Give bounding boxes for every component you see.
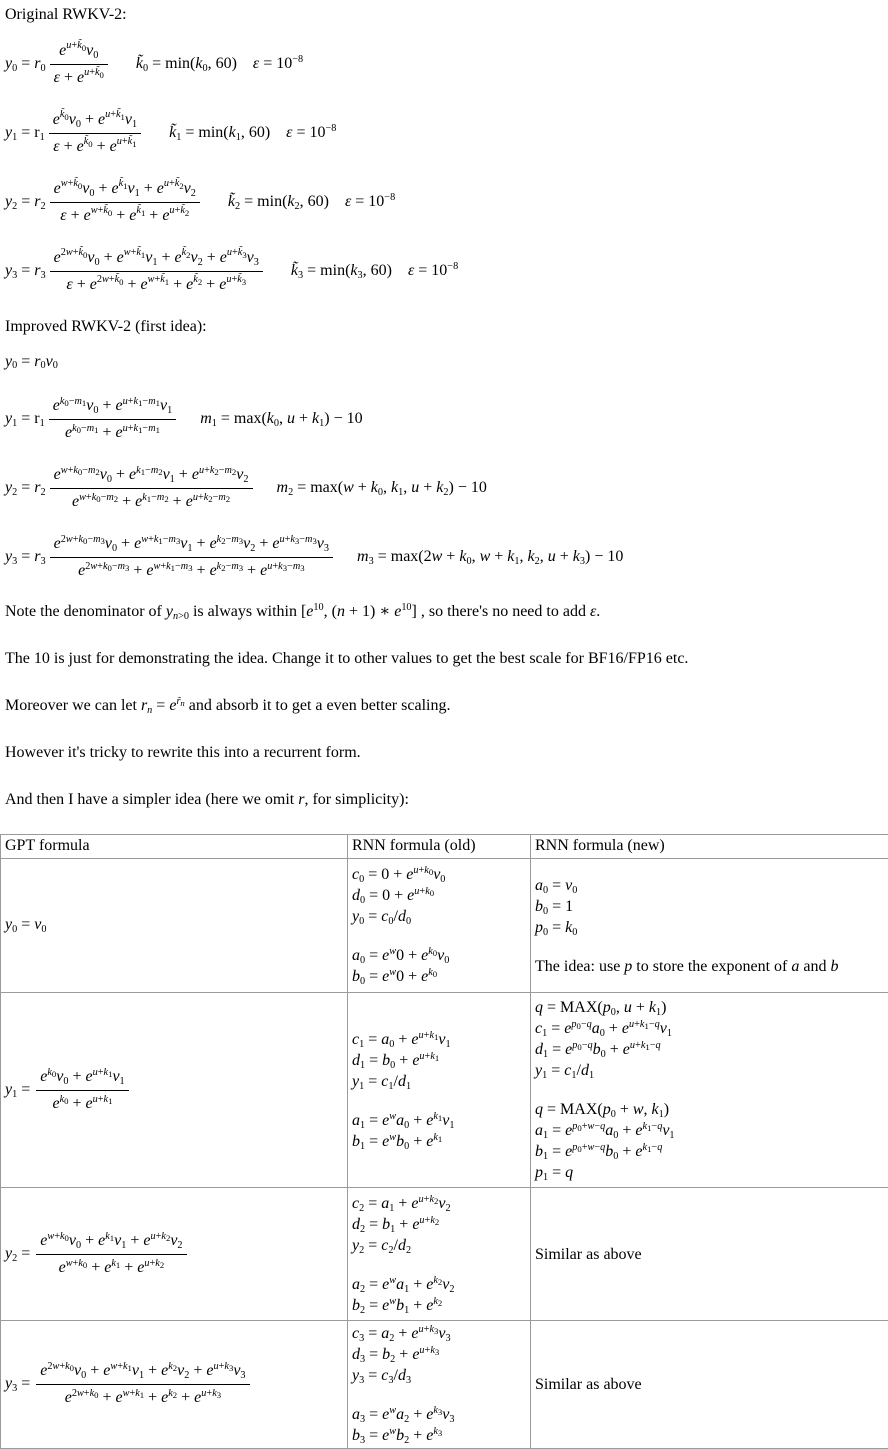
- formula-line: $p_0 = k_0$: [535, 917, 884, 938]
- formula-line: $c_3 = a_2 + e^{u+k_3}v_3$: [352, 1323, 526, 1344]
- header-rnn-formula-new: RNN formula (new): [531, 835, 888, 859]
- para-simpler-idea: And then I have a simpler idea (here we omit r, for simplicity):: [5, 790, 888, 811]
- fraction: $\frac{e^{k̃_0}v_0 + e^{u+k̃_1}v_1}{\varepsilon + e^{k̃_0} + e^{u+k̃_1}}$: [49, 109, 141, 158]
- table-row-y1: [1, 993, 888, 1188]
- formula-table: [0, 834, 888, 1449]
- equation-original-y2: $y_2 = r_2$ $\frac{e^{w+k̃_0}v_0 + e^{k̃_1}v_1 + e^{u+k̃_2}v_2}{\varepsilon + e^{w+k̃_0} + e^{k̃_1} + e^{u+k̃_2}}$ $k̃_2 = \min(k_2$, 60) $\varepsilon = 10^{-8}$: [5, 178, 888, 227]
- cell-rnn-new-y0: [531, 859, 888, 993]
- blank-line: [352, 1386, 526, 1404]
- formula-line: $d_1 = b_0 + e^{u+k_1}$: [352, 1050, 526, 1071]
- formula-line: Similar as above: [535, 1244, 884, 1265]
- table-header-row: [1, 835, 888, 859]
- table-row-y3: [1, 1321, 888, 1449]
- formula-line: $q = MAX(p_0 + w$, $k_1$): [535, 1099, 884, 1120]
- fraction: $\frac{e^{2w+k_0-m_3}v_0 + e^{w+k_1-m_3}v_1 + e^{k_2-m_3}v_2 + e^{u+k_3-m_3}v_3}{e^{2w+k_0-m_3} + e^{w+k_1-m_3} + e^{k_2-m_3} + e^{u+k_3-m_3}}$: [50, 533, 333, 582]
- formula-line: $y_1 = c_1/d_1$: [535, 1060, 884, 1081]
- fraction: $\frac{e^{w+k̃_0}v_0 + e^{k̃_1}v_1 + e^{u+k̃_2}v_2}{\varepsilon + e^{w+k̃_0} + e^{k̃_1} + e^{u+k̃_2}}$: [50, 178, 200, 227]
- formula-line: $a_1 = e^wa_0 + e^{k_1}v_1$: [352, 1110, 526, 1131]
- cell-gpt-y1: $y_1$ = $\frac{e^{k_0}v_0 + e^{u+k_1}v_1}{e^{k_0} + e^{u+k_1}}$: [1, 993, 348, 1188]
- fraction: $\frac{e^{w+k_0}v_0 + e^{k_1}v_1 + e^{u+k_2}v_2}{e^{w+k_0} + e^{k_1} + e^{u+k_2}}$: [36, 1230, 186, 1279]
- section-title-improved: Improved RWKV-2 (first idea):: [5, 317, 888, 338]
- formula-line: $d_0 = 0 + e^{u+k_0}$: [352, 885, 526, 906]
- formula-line: The idea: use p to store the exponent of a and b: [535, 956, 884, 977]
- para-note-absorb: Moreover we can let $r_n = e^{r̃_n}$ and absorb it to get a even better scaling.: [5, 696, 888, 717]
- blank-line: [535, 938, 884, 956]
- formula-line: $b_1 = e^{p_0+w-q}b_0 + e^{k_1-q}$: [535, 1141, 884, 1162]
- cell-rnn-old-y3: [348, 1321, 531, 1449]
- equation-improved-y1: $y_1 = r_1$ $\frac{e^{k_0-m_1}v_0 + e^{u+k_1-m_1}v_1}{e^{k_0-m_1} + e^{u+k_1-m_1}}$ $m_1 = \max(k_0$, $u + k_1) - 10$: [5, 395, 888, 444]
- formula-line: $c_2 = a_1 + e^{u+k_2}v_2$: [352, 1193, 526, 1214]
- equation-improved-y0: $y_0 = r_0v_0$: [5, 352, 888, 373]
- formula-line: $y_1 = c_1/d_1$: [352, 1071, 526, 1092]
- formula-line: $b_1 = e^wb_0 + e^{k_1}$: [352, 1131, 526, 1152]
- formula-line: $c_1 = e^{p_0-q}a_0 + e^{u+k_1-q}v_1$: [535, 1018, 884, 1039]
- formula-line: $b_2 = e^wb_1 + e^{k_2}$: [352, 1295, 526, 1316]
- fraction: $\frac{e^{2w+k_0}v_0 + e^{w+k_1}v_1 + e^{k_2}v_2 + e^{u+k_3}v_3}{e^{2w+k_0} + e^{w+k_1} + e^{k_2} + e^{u+k_3}}$: [36, 1360, 249, 1409]
- formula-line: $a_3 = e^wa_2 + e^{k_3}v_3$: [352, 1404, 526, 1425]
- formula-line: $d_3 = b_2 + e^{u+k_3}$: [352, 1344, 526, 1365]
- fraction: $\frac{e^{k_0}v_0 + e^{u+k_1}v_1}{e^{k_0} + e^{u+k_1}}$: [36, 1066, 128, 1115]
- cell-rnn-old-y0: [348, 859, 531, 993]
- header-gpt-formula: GPT formula: [1, 835, 348, 859]
- equation-original-y3: $y_3 = r_3$ $\frac{e^{2w+k̃_0}v_0 + e^{w+k̃_1}v_1 + e^{k̃_2}v_2 + e^{u+k̃_3}v_3}{\varepsilon + e^{2w+k̃_0} + e^{w+k̃_1} + e^{k̃_2} + e^{u+k̃_3}}$ $k̃_3 = \min(k_3$, 60) $\varepsilon = 10^{-8}$: [5, 247, 888, 296]
- fraction: $\frac{e^{w+k_0-m_2}v_0 + e^{k_1-m_2}v_1 + e^{u+k_2-m_2}v_2}{e^{w+k_0-m_2} + e^{k_1-m_2} + e^{u+k_2-m_2}}$: [50, 464, 253, 513]
- cell-rnn-old-y1: [348, 993, 531, 1188]
- cell-gpt-y3: $y_3$ = $\frac{e^{2w+k_0}v_0 + e^{w+k_1}v_1 + e^{k_2}v_2 + e^{u+k_3}v_3}{e^{2w+k_0} + e^{w+k_1} + e^{k_2} + e^{u+k_3}}$: [1, 1321, 348, 1449]
- cell-rnn-new-y3: [531, 1321, 888, 1449]
- fraction: $\frac{e^{u+k̃_0}v_0}{\varepsilon + e^{u+k̃_0}}$: [50, 40, 108, 89]
- cell-rnn-new-y1: [531, 993, 888, 1188]
- formula-line: $d_1 = e^{p_0-q}b_0 + e^{u+k_1-q}$: [535, 1039, 884, 1060]
- formula-line: $b_0 = e^w0 + e^{k_0}$: [352, 966, 526, 987]
- blank-line: [352, 1092, 526, 1110]
- para-note-denominator: Note the denominator of $y_{n>0}$ is always within [$e^{10}$, (n + 1) ∗ $e^{10}$] , so there's no need to add ε.: [5, 602, 888, 623]
- table-row-y0: [1, 859, 888, 993]
- formula-line: $d_2 = b_1 + e^{u+k_2}$: [352, 1214, 526, 1235]
- formula-line: $a_1 = e^{p_0+w-q}a_0 + e^{k_1-q}v_1$: [535, 1120, 884, 1141]
- formula-line: $c_1 = a_0 + e^{u+k_1}v_1$: [352, 1029, 526, 1050]
- equation-original-y0: $y_0 = r_0$ $\frac{e^{u+k̃_0}v_0}{\varepsilon + e^{u+k̃_0}}$ $k̃_0 = \min(k_0$, 60) $\varepsilon = 10^{-8}$: [5, 40, 888, 89]
- para-note-recurrent: However it's tricky to rewrite this into a recurrent form.: [5, 743, 888, 764]
- header-rnn-formula-old: RNN formula (old): [348, 835, 531, 859]
- formula-line: $y_2 = c_2/d_2$: [352, 1235, 526, 1256]
- formula-line: $b_3 = e^wb_2 + e^{k_3}$: [352, 1425, 526, 1446]
- fraction: $\frac{e^{k_0-m_1}v_0 + e^{u+k_1-m_1}v_1}{e^{k_0-m_1} + e^{u+k_1-m_1}}$: [49, 395, 176, 444]
- cell-rnn-new-y2: [531, 1188, 888, 1321]
- fraction: $\frac{e^{2w+k̃_0}v_0 + e^{w+k̃_1}v_1 + e^{k̃_2}v_2 + e^{u+k̃_3}v_3}{\varepsilon + e^{2w+k̃_0} + e^{w+k̃_1} + e^{k̃_2} + e^{u+k̃_3}}$: [50, 247, 263, 296]
- formula-line: $c_0 = 0 + e^{u+k_0}v_0$: [352, 864, 526, 885]
- equation-improved-y2: $y_2 = r_2$ $\frac{e^{w+k_0-m_2}v_0 + e^{k_1-m_2}v_1 + e^{u+k_2-m_2}v_2}{e^{w+k_0-m_2} + e^{k_1-m_2} + e^{u+k_2-m_2}}$ $m_2 = \max(w + k_0$, $k_1$, $u + k_2) - 10$: [5, 464, 888, 513]
- formula-line: $b_0 = 1$: [535, 896, 884, 917]
- blank-line: [352, 927, 526, 945]
- formula-line: $q = MAX(p_0$, $u + k_1$): [535, 997, 884, 1018]
- blank-line: [352, 1256, 526, 1274]
- blank-line: [535, 1081, 884, 1099]
- formula-line: $a_0 = v_0$: [535, 875, 884, 896]
- cell-gpt-y2: $y_2$ = $\frac{e^{w+k_0}v_0 + e^{k_1}v_1 + e^{u+k_2}v_2}{e^{w+k_0} + e^{k_1} + e^{u+k_2}}$: [1, 1188, 348, 1321]
- formula-line: $a_0 = e^w0 + e^{k_0}v_0$: [352, 945, 526, 966]
- formula-line: $y_3 = c_3/d_3$: [352, 1365, 526, 1386]
- section-title-original: Original RWKV-2:: [5, 5, 888, 26]
- formula-line: Similar as above: [535, 1374, 884, 1395]
- formula-line: $p_1 = q$: [535, 1162, 884, 1183]
- para-note-scale: The 10 is just for demonstrating the idea. Change it to other values to get the best scale for BF16/FP16 etc.: [5, 649, 888, 670]
- formula-line: $a_2 = e^wa_1 + e^{k_2}v_2$: [352, 1274, 526, 1295]
- cell-rnn-old-y2: [348, 1188, 531, 1321]
- cell-gpt-y0: $y_0 = v_0$: [1, 859, 348, 993]
- equation-original-y1: $y_1 = r_1$ $\frac{e^{k̃_0}v_0 + e^{u+k̃_1}v_1}{\varepsilon + e^{k̃_0} + e^{u+k̃_1}}$ $k̃_1 = \min(k_1$, 60) $\varepsilon = 10^{-8}$: [5, 109, 888, 158]
- formula-line: $y_0 = c_0/d_0$: [352, 906, 526, 927]
- table-row-y2: [1, 1188, 888, 1321]
- equation-improved-y3: $y_3 = r_3$ $\frac{e^{2w+k_0-m_3}v_0 + e^{w+k_1-m_3}v_1 + e^{k_2-m_3}v_2 + e^{u+k_3-m_3}v_3}{e^{2w+k_0-m_3} + e^{w+k_1-m_3} + e^{k_2-m_3} + e^{u+k_3-m_3}}$ $m_3 = \max(2w + k_0$, $w + k_1$, $k_2$, $u + k_3) - 10$: [5, 533, 888, 582]
